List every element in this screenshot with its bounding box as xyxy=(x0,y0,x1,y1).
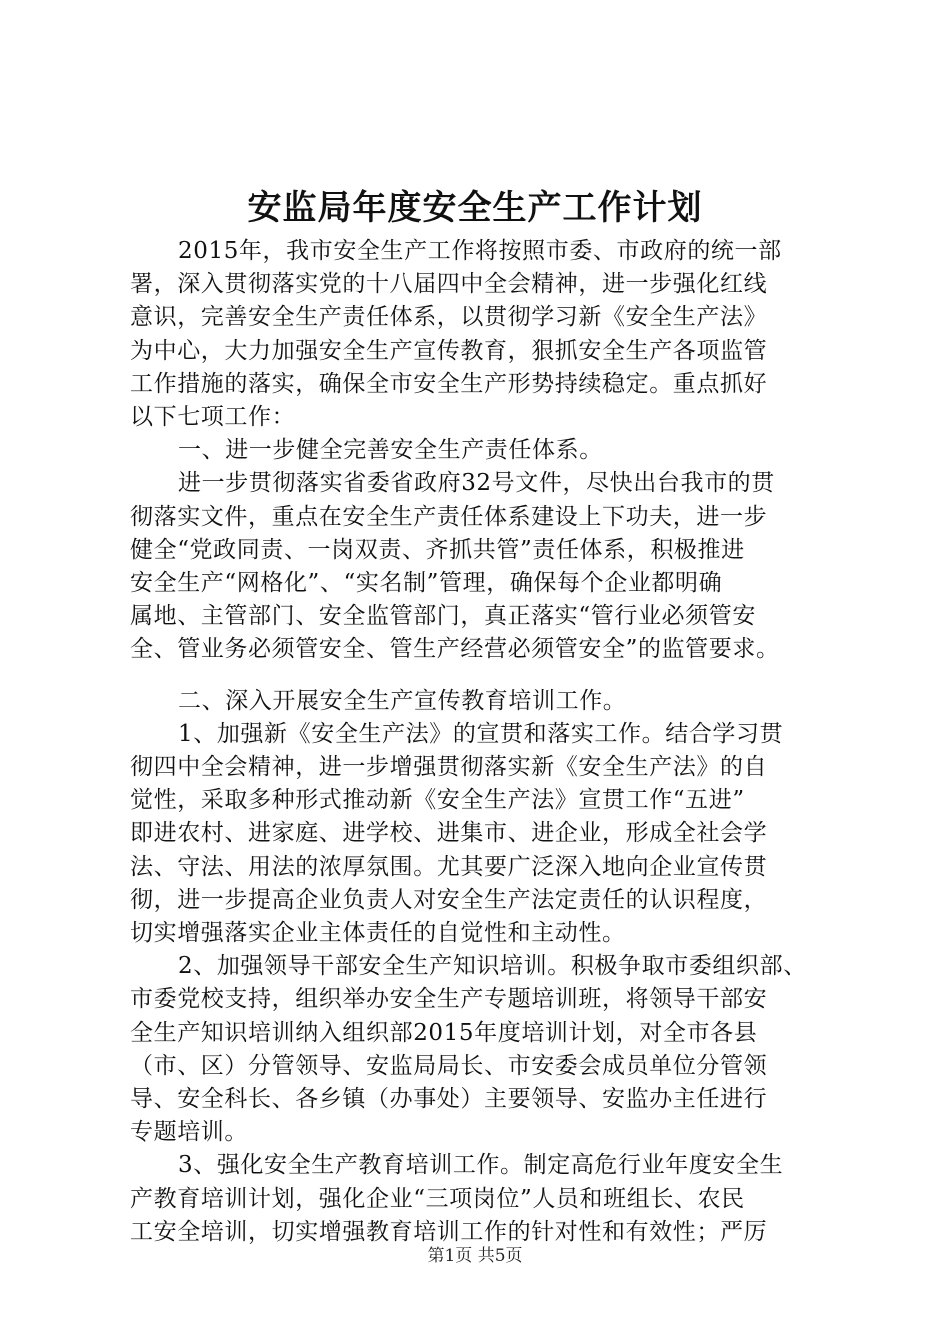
paragraph-line: 工作措施的落实，确保全市安全生产形势持续稳定。重点抓好 xyxy=(130,371,768,397)
paragraph-line: 切实增强落实企业主体责任的自觉性和主动性。 xyxy=(130,920,626,946)
paragraph-line: 3、强化安全生产教育培训工作。制定高危行业年度安全生 xyxy=(178,1152,784,1178)
paragraph-line: 彻，进一步提高企业负责人对安全生产法定责任的认识程度， xyxy=(130,887,768,913)
paragraph-line: 导、安全科长、各乡镇（办事处）主要领导、安监办主任进行 xyxy=(130,1086,768,1112)
paragraph-line: 彻落实文件，重点在安全生产责任体系建设上下功夫，进一步 xyxy=(130,504,768,530)
paragraph-line: 安全生产“网格化”、“实名制”管理，确保每个企业都明确 xyxy=(130,570,723,596)
section-heading: 一、进一步健全完善安全生产责任体系。 xyxy=(178,437,603,463)
paragraph-line: 觉性，采取多种形式推动新《安全生产法》宣贯工作“五进” xyxy=(130,787,745,813)
paragraph-line: 进一步贯彻落实省委省政府32号文件，尽快出台我市的贯 xyxy=(178,470,775,496)
paragraph-line: （市、区）分管领导、安监局局长、市安委会成员单位分管领 xyxy=(130,1053,768,1079)
paragraph-line: 市委党校支持，组织举办安全生产专题培训班，将领导干部安 xyxy=(130,986,768,1012)
paragraph-line: 意识，完善安全生产责任体系，以贯彻学习新《安全生产法》 xyxy=(130,304,768,330)
paragraph-line: 法、守法、用法的浓厚氛围。尤其要广泛深入地向企业宣传贯 xyxy=(130,854,768,880)
paragraph-line: 专题培训。 xyxy=(130,1119,248,1145)
section-heading: 二、深入开展安全生产宣传教育培训工作。 xyxy=(178,688,627,714)
paragraph-line: 2、加强领导干部安全生产知识培训。积极争取市委组织部、 xyxy=(178,953,807,979)
paragraph-line: 全、管业务必须管安全、管生产经营必须管安全”的监管要求。 xyxy=(130,636,780,662)
paragraph-line: 全生产知识培训纳入组织部2015年度培训计划，对全市各县 xyxy=(130,1020,758,1046)
paragraph-line: 属地、主管部门、安全监管部门，真正落实“管行业必须管安 xyxy=(130,603,756,629)
paragraph-line: 产教育培训计划，强化企业“三项岗位”人员和班组长、农民 xyxy=(130,1186,745,1212)
paragraph-line: 署，深入贯彻落实党的十八届四中全会精神，进一步强化红线 xyxy=(130,271,768,297)
paragraph-line: 工安全培训，切实增强教育培训工作的针对性和有效性；严厉 xyxy=(130,1219,768,1245)
paragraph-line: 以下七项工作： xyxy=(130,404,296,430)
paragraph-line: 即进农村、进家庭、进学校、进集市、进企业，形成全社会学 xyxy=(130,820,768,846)
paragraph-line: 彻四中全会精神，进一步增强贯彻落实新《安全生产法》的自 xyxy=(130,754,768,780)
document-title: 安监局年度安全生产工作计划 xyxy=(247,188,703,228)
paragraph-line: 为中心，大力加强安全生产宣传教育，狠抓安全生产各项监管 xyxy=(130,338,768,364)
paragraph-line: 2015年，我市安全生产工作将按照市委、市政府的统一部 xyxy=(178,238,782,264)
paragraph-line: 健全“党政同责、一岗双责、齐抓共管”责任体系，积极推进 xyxy=(130,537,745,563)
paragraph-line: 1、加强新《安全生产法》的宣贯和落实工作。结合学习贯 xyxy=(178,721,784,747)
page-footer: 第1页 共5页 xyxy=(427,1246,523,1266)
